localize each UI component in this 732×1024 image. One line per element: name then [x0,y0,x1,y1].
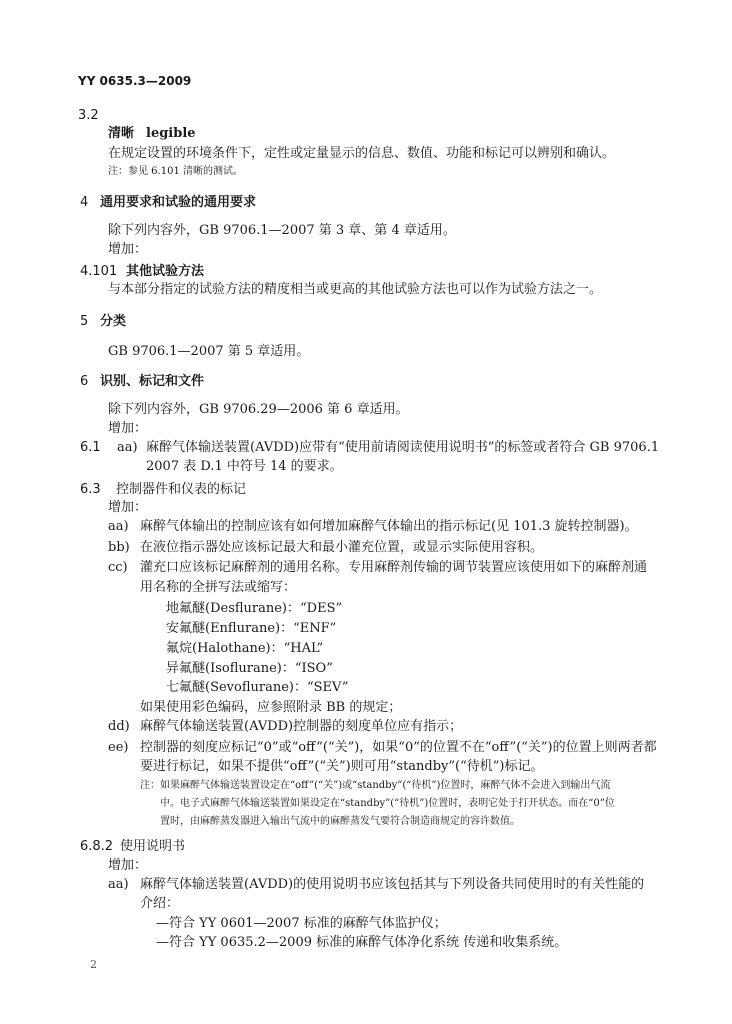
color-coding-note: 如果使用彩色编码，应参照附录 BB 的规定； [140,700,402,715]
list-item-text: 在液位指示器处应该标记最大和最小灌充位置，或显示实际使用容积。 [140,540,544,555]
section-5-body: GB 9706.1—2007 第 5 章适用。 [108,344,310,359]
list-item-text: 控制器的刻度应标记“0”或“off”(“关”)，如果“0”的位置不在“off”(“关”)的位置上则两者都 [140,740,657,755]
list-marker: ee) [108,740,129,755]
section-4-101-body: 与本部分指定的试验方法的精度相当或更高的其他试验方法也可以作为试验方法之一。 [108,282,603,297]
page-number: 2 [90,958,97,971]
list-item-text: 麻醉气体输送装置(AVDD)的使用说明书应该包括其与下列设备共同使用时的有关性能的 [140,877,645,892]
term-note: 注：参见 6.101 清晰的测试。 [108,166,243,177]
section-6-1-text: 麻醉气体输送装置(AVDD)应带有“使用前请阅读使用说明书”的标签或者符合 GB 9706.1 [146,440,660,455]
section-6-8-2-addition: 增加： [108,858,148,873]
list-item-text: 麻醉气体输送装置(AVDD)控制器的刻度单位应有指示； [140,719,463,734]
section-6-8-2-number: 6.8.2 [80,839,114,854]
list-marker: bb) [108,540,130,555]
section-5-title: 分类 [100,314,127,329]
section-6-number: 6 [80,374,89,389]
section-5-number: 5 [80,314,89,329]
section-6-8-2-title: 使用说明书 [120,839,186,854]
section-4-101-title: 其他试验方法 [126,264,205,279]
anesthetic-agent: 异氟醚(Isoflurane)：“ISO” [166,661,333,676]
control-note-continued: 置时，由麻醉蒸发器进入输出气流中的麻醉蒸发气要符合制造商规定的容许数值。 [160,816,520,827]
sub-item: —符合 YY 0635.2—2009 标准的麻醉气体净化系统 传递和收集系统。 [156,935,568,950]
section-6-1-number: 6.1 [80,440,101,455]
list-item-text: 麻醉气体输出的控制应该有如何增加麻醉气体输出的指示标记(见 101.3 旋转控制器)。 [140,519,638,534]
section-6-body: 除下列内容外，GB 9706.29—2006 第 6 章适用。 [108,402,409,417]
section-6-3-number: 6.3 [80,482,101,497]
list-marker: aa) [108,877,129,892]
term-definition: 在规定设置的环境条件下，定性或定量显示的信息、数值、功能和标记可以辨别和确认。 [108,146,616,161]
control-note-continued: 中。电子式麻醉气体输送装置如果设定在“standby”(“待机”)位置时，表明它处于打开状态。而在“0”位 [160,798,615,809]
list-marker: dd) [108,719,130,734]
section-4-body: 除下列内容外，GB 9706.1—2007 第 3 章、第 4 章适用。 [108,223,456,238]
list-item-text: 灌充口应该标记麻醉剂的通用名称。专用麻醉剂传输的调节装置应该使用如下的麻醉剂通 [140,560,648,575]
section-6-1-text-continued: 2007 表 D.1 中符号 14 的要求。 [146,459,343,474]
list-marker: cc) [108,560,128,575]
standard-header: YY 0635.3—2009 [78,74,192,88]
list-item-text-continued: 要进行标记，如果不提供“off”(“关”)则可用“standby”(“待机”)标记。 [140,759,544,774]
list-marker: aa) [117,440,138,455]
section-6-3-addition: 增加： [108,500,148,515]
list-item-text-continued: 用名称的全拼写法或缩写： [140,580,297,595]
section-6-title: 识别、标记和文件 [100,374,205,389]
section-4-101-number: 4.101 [80,264,118,279]
section-3-2-number: 3.2 [78,108,99,123]
anesthetic-agent: 安氟醚(Enflurane)：“ENF” [166,621,337,636]
control-note: 注：如果麻醉气体输送装置设定在“off”(“关”)或“standby”(“待机”)位置时，麻醉气体不会进入到输出气流 [140,780,611,791]
sub-item: —符合 YY 0601—2007 标准的麻醉气体监护仪； [156,916,447,931]
section-6-3-title: 控制器件和仪表的标记 [116,482,247,497]
term-english: legible [146,126,196,141]
anesthetic-agent: 地氟醚(Desflurane)：“DES” [166,601,343,616]
anesthetic-agent: 七氟醚(Sevoflurane)：“SEV” [166,680,349,695]
section-6-addition: 增加： [108,421,148,436]
list-item-text-continued: 介绍： [140,896,180,911]
list-marker: aa) [108,519,129,534]
section-4-number: 4 [80,195,89,210]
term-chinese: 清晰 [108,126,135,141]
section-4-addition: 增加： [108,242,148,257]
section-4-title: 通用要求和试验的通用要求 [100,195,257,210]
anesthetic-agent: 氟烷(Halothane)：“HAL” [166,641,324,656]
